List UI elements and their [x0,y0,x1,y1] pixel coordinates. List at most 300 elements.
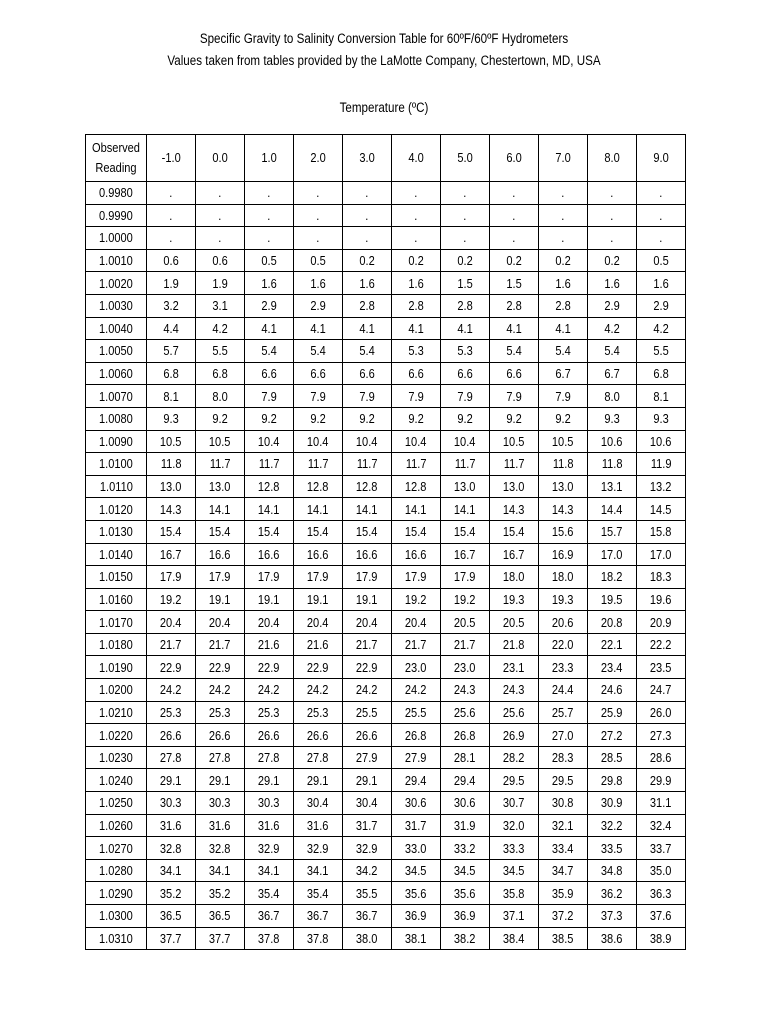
salinity-cell [147,430,196,453]
salinity-cell [588,882,637,905]
salinity-cell [196,227,245,250]
salinity-cell [441,905,490,928]
salinity-value: 7.9 [506,388,522,404]
salinity-cell [245,611,294,634]
salinity-value: 5.3 [408,343,424,359]
salinity-cell [441,204,490,227]
salinity-value: 6.6 [408,366,424,382]
salinity-cell [245,814,294,837]
table-row [86,927,686,950]
salinity-cell [637,362,686,385]
salinity-cell [588,633,637,656]
salinity-cell [441,385,490,408]
salinity-cell [343,520,392,543]
salinity-value: . [659,230,663,246]
salinity-value: . [512,207,516,223]
salinity-cell [392,701,441,724]
salinity-value: 16.6 [258,546,280,562]
salinity-cell [245,588,294,611]
salinity-cell [196,498,245,521]
salinity-value: 35.9 [552,885,574,901]
table-row [86,520,686,543]
observed-reading-value: 1.0240 [99,772,133,788]
salinity-value: . [610,230,614,246]
salinity-value: 17.9 [258,569,280,585]
observed-reading-value: 1.0030 [99,298,133,314]
salinity-cell [441,656,490,679]
salinity-value: 15.8 [650,524,672,540]
salinity-cell [392,385,441,408]
salinity-cell [196,927,245,950]
salinity-value: 20.4 [160,614,182,630]
salinity-cell [196,769,245,792]
salinity-value: 4.1 [359,320,375,336]
salinity-value: 31.7 [405,817,427,833]
salinity-cell [588,385,637,408]
salinity-value: 18.3 [650,569,672,585]
salinity-cell [196,701,245,724]
salinity-cell [490,746,539,769]
temperature-header-cell [392,135,441,182]
observed-reading-value: 1.0150 [99,569,133,585]
observed-reading-value: 1.0180 [99,637,133,653]
salinity-value: . [316,207,320,223]
salinity-value: 20.5 [454,614,476,630]
salinity-value: 21.7 [160,637,182,653]
observed-reading-cell [86,520,147,543]
salinity-cell [343,204,392,227]
salinity-value: 27.9 [405,750,427,766]
salinity-value: 26.6 [160,727,182,743]
observed-reading-value: 1.0200 [99,682,133,698]
salinity-value: . [463,185,467,201]
salinity-cell [637,566,686,589]
temperature-header-label: 6.0 [506,150,522,165]
salinity-value: 1.5 [457,275,473,291]
salinity-value: 5.4 [310,343,326,359]
table-row [86,679,686,702]
salinity-value: 29.8 [601,772,623,788]
salinity-value: . [218,207,222,223]
observed-reading-value: 0.9980 [99,185,133,201]
salinity-value: 8.0 [212,388,228,404]
salinity-cell [147,679,196,702]
salinity-value: . [512,230,516,246]
salinity-value: 9.3 [653,411,669,427]
salinity-value: 27.0 [552,727,574,743]
salinity-value: 21.7 [356,637,378,653]
salinity-value: 6.6 [261,366,277,382]
salinity-value: 11.8 [601,456,623,472]
salinity-value: 25.3 [307,704,329,720]
salinity-value: 5.3 [457,343,473,359]
salinity-cell [637,611,686,634]
observed-reading-cell [86,611,147,634]
salinity-value: 11.7 [454,456,476,472]
salinity-cell [490,520,539,543]
table-row [86,385,686,408]
salinity-value: 35.2 [209,885,231,901]
temperature-header-cell [196,135,245,182]
salinity-cell [196,679,245,702]
salinity-cell [539,769,588,792]
salinity-cell [294,905,343,928]
salinity-value: 30.3 [209,795,231,811]
salinity-cell [441,927,490,950]
salinity-cell [441,294,490,317]
salinity-value: 25.7 [552,704,574,720]
salinity-value: . [169,207,173,223]
salinity-value: 13.2 [650,479,672,495]
salinity-cell [490,475,539,498]
salinity-value: 2.9 [653,298,669,314]
salinity-value: 10.5 [160,433,182,449]
salinity-value: 11.7 [503,456,525,472]
salinity-value: 32.9 [258,840,280,856]
table-header-row [86,135,686,182]
salinity-cell [196,453,245,476]
observed-reading-cell [86,430,147,453]
salinity-cell [196,837,245,860]
table-row [86,882,686,905]
salinity-value: 31.6 [160,817,182,833]
salinity-value: 9.2 [212,411,228,427]
temperature-header-label: 1.0 [261,150,277,165]
salinity-cell [490,927,539,950]
salinity-cell [441,701,490,724]
salinity-cell [392,633,441,656]
salinity-cell [588,430,637,453]
salinity-cell [196,362,245,385]
salinity-value: 20.9 [650,614,672,630]
salinity-value: 17.9 [356,569,378,585]
salinity-value: 4.1 [408,320,424,336]
observed-reading-cell [86,317,147,340]
salinity-value: 17.9 [307,569,329,585]
temperature-header-label: -1.0 [161,150,181,165]
salinity-cell [196,543,245,566]
salinity-value: 29.1 [209,772,231,788]
salinity-cell [637,227,686,250]
salinity-cell [637,249,686,272]
salinity-cell [343,927,392,950]
salinity-cell [196,724,245,747]
salinity-cell [539,814,588,837]
observed-reading-value: 1.0070 [99,388,133,404]
salinity-cell [441,746,490,769]
salinity-value: 0.2 [506,253,522,269]
salinity-value: 31.6 [209,817,231,833]
salinity-value: 20.5 [503,614,525,630]
salinity-cell [637,520,686,543]
observed-reading-value: 1.0210 [99,704,133,720]
salinity-cell [245,272,294,295]
observed-reading-value: 1.0020 [99,275,133,291]
salinity-cell [245,385,294,408]
salinity-value: 35.0 [650,863,672,879]
salinity-cell [196,656,245,679]
salinity-value: 36.7 [307,908,329,924]
salinity-cell [147,272,196,295]
salinity-value: 10.4 [307,433,329,449]
salinity-value: 9.3 [604,411,620,427]
salinity-cell [245,407,294,430]
salinity-value: 35.6 [405,885,427,901]
salinity-cell [392,407,441,430]
salinity-cell [343,633,392,656]
salinity-value: 24.2 [307,682,329,698]
salinity-cell [392,498,441,521]
salinity-cell [147,701,196,724]
salinity-cell [490,611,539,634]
salinity-value: . [610,185,614,201]
salinity-value: 32.4 [650,817,672,833]
salinity-value: 29.4 [454,772,476,788]
salinity-cell [294,927,343,950]
salinity-value: 22.9 [209,659,231,675]
salinity-value: 24.2 [356,682,378,698]
salinity-value: 11.7 [307,456,329,472]
salinity-value: . [414,185,418,201]
salinity-value: 0.5 [261,253,277,269]
salinity-cell [294,814,343,837]
salinity-value: 9.2 [457,411,473,427]
salinity-cell [588,837,637,860]
salinity-value: 16.9 [552,546,574,562]
salinity-value: 24.2 [160,682,182,698]
salinity-cell [392,588,441,611]
salinity-value: 31.6 [307,817,329,833]
salinity-cell [147,633,196,656]
salinity-value: 5.5 [212,343,228,359]
salinity-value: . [316,185,320,201]
salinity-cell [441,792,490,815]
salinity-value: . [365,185,369,201]
salinity-cell [343,430,392,453]
salinity-cell [588,520,637,543]
salinity-value: 7.9 [408,388,424,404]
salinity-value: 6.7 [604,366,620,382]
salinity-cell [490,814,539,837]
temperature-header-cell [539,135,588,182]
salinity-value: 33.7 [650,840,672,856]
salinity-value: 2.8 [555,298,571,314]
salinity-value: 27.8 [307,750,329,766]
salinity-value: . [561,207,565,223]
salinity-cell [490,340,539,363]
salinity-value: . [267,185,271,201]
salinity-cell [147,475,196,498]
salinity-value: 5.4 [604,343,620,359]
salinity-cell [392,317,441,340]
salinity-value: 17.9 [405,569,427,585]
salinity-value: 37.8 [307,930,329,946]
salinity-cell [343,746,392,769]
salinity-value: 10.4 [405,433,427,449]
salinity-value: . [463,207,467,223]
temperature-header-cell [490,135,539,182]
salinity-value: 26.6 [209,727,231,743]
salinity-cell [294,656,343,679]
salinity-cell [294,520,343,543]
temperature-header-cell [147,135,196,182]
salinity-cell [147,407,196,430]
table-row [86,453,686,476]
salinity-value: 35.6 [454,885,476,901]
salinity-cell [196,430,245,453]
salinity-cell [147,227,196,250]
salinity-value: 23.4 [601,659,623,675]
observed-reading-value: 1.0080 [99,411,133,427]
salinity-cell [490,204,539,227]
salinity-cell [294,543,343,566]
salinity-cell [637,317,686,340]
salinity-cell [343,249,392,272]
salinity-value: 0.5 [310,253,326,269]
salinity-cell [441,543,490,566]
salinity-value: 27.9 [356,750,378,766]
salinity-value: 25.9 [601,704,623,720]
salinity-cell [392,746,441,769]
salinity-value: 34.1 [209,863,231,879]
salinity-cell [490,430,539,453]
salinity-value: 32.9 [356,840,378,856]
salinity-cell [588,204,637,227]
salinity-value: 0.6 [163,253,179,269]
salinity-cell [588,294,637,317]
salinity-value: 0.5 [653,253,669,269]
salinity-cell [245,475,294,498]
salinity-cell [490,588,539,611]
salinity-cell [147,859,196,882]
table-row [86,475,686,498]
salinity-cell [147,340,196,363]
salinity-value: 4.1 [261,320,277,336]
salinity-cell [392,340,441,363]
salinity-value: 15.4 [356,524,378,540]
salinity-value: 9.2 [261,411,277,427]
salinity-value: 24.3 [503,682,525,698]
salinity-value: . [561,185,565,201]
salinity-cell [490,317,539,340]
salinity-value: 27.8 [209,750,231,766]
salinity-cell [539,746,588,769]
temperature-header-cell [343,135,392,182]
salinity-value: 38.4 [503,930,525,946]
salinity-value: 12.8 [405,479,427,495]
salinity-cell [343,701,392,724]
salinity-cell [147,294,196,317]
salinity-value: . [267,207,271,223]
salinity-cell [392,905,441,928]
salinity-cell [539,340,588,363]
salinity-value: 24.4 [552,682,574,698]
salinity-value: 15.4 [503,524,525,540]
temperature-header-label: 7.0 [555,150,571,165]
salinity-value: 35.8 [503,885,525,901]
salinity-cell [245,543,294,566]
temperature-header-label: 8.0 [604,150,620,165]
salinity-cell [539,633,588,656]
salinity-cell [637,927,686,950]
salinity-value: 10.6 [650,433,672,449]
salinity-cell [588,814,637,837]
table-row [86,656,686,679]
salinity-value: 34.7 [552,863,574,879]
temperature-header-label: 3.0 [359,150,375,165]
salinity-cell [147,746,196,769]
salinity-value: 36.9 [405,908,427,924]
salinity-value: 26.0 [650,704,672,720]
salinity-cell [588,362,637,385]
salinity-cell [147,927,196,950]
salinity-value: 10.5 [552,433,574,449]
salinity-cell [637,724,686,747]
salinity-value: 32.8 [160,840,182,856]
salinity-cell [588,543,637,566]
salinity-cell [343,453,392,476]
salinity-value: 34.2 [356,863,378,879]
salinity-cell [294,859,343,882]
salinity-cell [490,453,539,476]
table-row [86,272,686,295]
salinity-cell [637,769,686,792]
salinity-value: 17.9 [209,569,231,585]
salinity-cell [392,837,441,860]
salinity-value: 11.7 [209,456,231,472]
observed-reading-cell [86,453,147,476]
salinity-value: 38.1 [405,930,427,946]
salinity-cell [196,317,245,340]
salinity-cell [637,294,686,317]
title-block [0,28,768,72]
salinity-cell [637,588,686,611]
observed-reading-cell [86,204,147,227]
salinity-value: 32.2 [601,817,623,833]
salinity-cell [637,905,686,928]
salinity-cell [637,701,686,724]
salinity-cell [147,362,196,385]
salinity-value: 0.2 [604,253,620,269]
salinity-cell [343,882,392,905]
salinity-cell [147,724,196,747]
salinity-cell [490,679,539,702]
observed-reading-value: 1.0220 [99,727,133,743]
salinity-value: 11.7 [405,456,427,472]
salinity-cell [637,182,686,205]
salinity-value: 16.6 [307,546,329,562]
salinity-value: 2.8 [359,298,375,314]
observed-reading-value: 1.0160 [99,591,133,607]
salinity-cell [490,656,539,679]
salinity-cell [539,407,588,430]
temperature-header-cell [441,135,490,182]
salinity-value: 36.7 [356,908,378,924]
salinity-value: 7.9 [457,388,473,404]
salinity-value: 7.9 [555,388,571,404]
salinity-value: 33.4 [552,840,574,856]
salinity-cell [441,633,490,656]
salinity-cell [245,701,294,724]
salinity-cell [294,679,343,702]
salinity-value: 13.0 [160,479,182,495]
salinity-value: 35.5 [356,885,378,901]
salinity-cell [490,701,539,724]
salinity-cell [294,294,343,317]
salinity-cell [539,927,588,950]
salinity-cell [588,317,637,340]
salinity-cell [294,249,343,272]
